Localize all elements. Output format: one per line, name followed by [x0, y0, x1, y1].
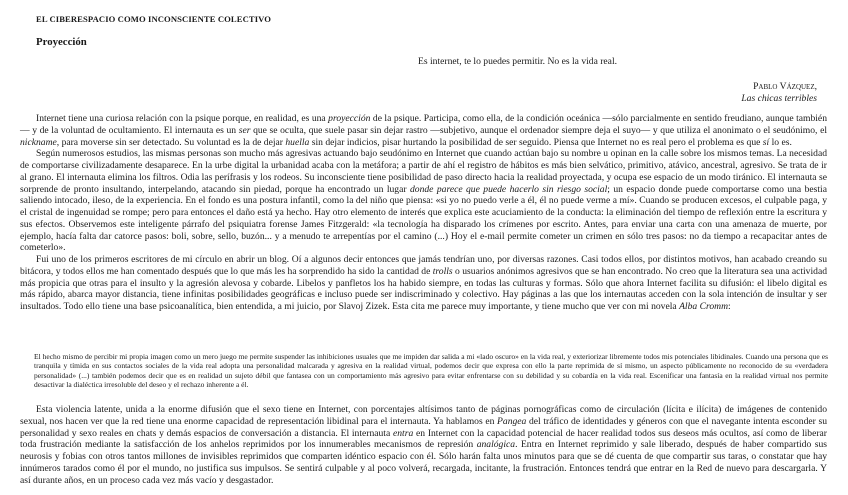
body-text-upper: [20, 113, 827, 313]
running-head: EL CIBERESPACIO COMO INCONSCIENTE COLECTIVO: [36, 14, 272, 24]
paragraph-3: Fui uno de los primeros escritores de mi círculo en abrir un blog. Oí a algunos decir entonces que jamás tendrían uno, por diversas razones. Casi todos ellos, por distintos motivos, han acabado creando su bitácora, y todos ellos me han comentado después que lo que más les ha sorprendido ha sido la cantidad de trolls o usuarios anónimos agresivos que se han encontrado. No creo que la literatura sea una actividad más propicia que otras para el insulto y la agresión alevosa y cobarde. Libelos y panfletos los ha habido siempre, en todas las culturas y formas. Sólo que ahora Internet facilita su difusión: el libelo digital es más rápido, abarca mayor distancia, tiene infinitas posibilidades geográficas e incluso puede ser indiscriminado y colectivo. Hay páginas a las que los internautas acceden con la sola intención de insultar y ser insultados. Todo ello tiene una base psicoanalítica, bien entendida, a mi juicio, por Slavoj Zizek. Esta cita me parece muy importante, y tiene mucho que ver con mi novela Alba Cromm:: [20, 254, 828, 312]
epigraph-quote: Es internet, te lo puedes permitir. No es la vida real.: [418, 56, 618, 67]
block-quote-zizek: [34, 352, 828, 390]
paragraph-1: Internet tiene una curiosa relación con la psique porque, en realidad, es una proyección de la psique. Participa, como ella, de la condición oceánica —sólo parcialmente en sentido freudiano, aunque también— y de la voluntad de ocultamiento. El internauta es un ser que se oculta, que suele pasar sin dejar rastro —subjetivo, aunque el ordenador siempre deja el suyo— y que utiliza el anonimato o el seudónimo, el nickname, para moverse sin ser detectado. Su voluntad es la de dejar huella sin dejar indicios, pisar hurtando la posibilidad de ser seguido. Piensa que Internet no es real pero el problema es que sí lo es.: [20, 113, 827, 148]
epigraph-attribution: [741, 81, 817, 105]
epigraph-work: Las chicas terribles: [741, 93, 817, 104]
section-title: Proyección: [36, 36, 87, 48]
epigraph-author: Pablo Vázquez,: [753, 81, 817, 92]
body-text-lower: [20, 404, 827, 486]
paragraph-4: Esta violencia latente, unida a la enorme difusión que el sexo tiene en Internet, con porcentajes altísimos tanto de páginas pornográficas como de circulación (lícita e ilícita) de imágenes de contenido sexual, nos hacen ver que la red tiene una enorme capacidad de representación libidinal para el internauta. Ya hablamos en Pangea del tráfico de identidades y géneros con que el navegante intenta esconder su personalidad y sexo reales en chats y demás espacios de conversación a distancia. El internauta entra en Internet con la capacidad potencial de hacer realidad todos sus deseos más ocultos, así como de liberar toda frustración mediante la satisfacción de los anhelos reprimidos por los innumerables mecanismos de represión analógica. Entra en Internet reprimido y sale liberado, después de haber compartido sus neurosis y fobias con otros tantos millones de invisibles reprimidos que comparten idéntico espacio con él. Sólo harán falta unos minutos para que se dé cuenta de que compartir sus taras, o constatar que hay innúmeros tarados como él por el mundo, no justifica sus impulsos. Se sentirá culpable y al poco volverá, recargada, incitante, la frustración. Entonces tendrá que entrar en la Red de nuevo para descargarla. Y así durante años, en un proceso cada vez más vacío y desgastador.: [20, 404, 828, 486]
paragraph-2: Según numerosos estudios, las mismas personas son mucho más agresivas actuando bajo seudónimo en Internet que cuando actúan bajo su nombre u opinan en la calle sobre los mismos temas. La necesidad de comportarse civilizadamente desaparece. En la urbe digital la urbanidad acaba con la metáfora; a partir de ahí el registro de hábitos es más bien selvático, primitivo, atávico, ancestral, agresivo. Se trata de ir al grano. El internauta elimina los filtros. Odia las perífrasis y los rodeos. Su inconsciente tiene posibilidad de paso directo hacia la realidad proyectada, y ocupa ese espacio de un modo tiránico. El internauta se sorprende de pronto insultando, interpelando, atacando sin piedad, porque ha encontrado un lugar donde parece que puede hacerlo sin riesgo social; un espacio donde puede comportarse como una bestia saliendo intocado, ileso, de la experiencia. En el fondo es una postura infantil, como la del niño que piensa: «si yo no puedo verle a él, él no puede verme a mí». Cuando se producen excesos, el culpable paga, y el cristal de ingenuidad se rompe; pero para entonces el daño está ya hecho. Hay otro elemento de interés que explica este acuciamiento de la conducta: la eliminación del tiempo de reflexión entre la escritura y sus efectos. Observemos este inteligente párrafo del psiquiatra forense James Fitzgerald: «la tecnología ha disparado los crímenes por escrito. Antes, para enviar una carta con una amenaza de muerte, por ejemplo, hacía falta dar catorce pasos: boli, sobre, sello, buzón... y a menudo te arrepentías por el camino (...) Hoy el e-mail permite cometer un crimen en sólo tres pasos: no da tiempo a recapacitar antes de cometerlo».: [20, 148, 827, 254]
block-quote-text: El hecho mismo de percibir mi propia imagen como un mero juego me permite suspender las inhibiciones usuales que me impiden dar salida a mi «lado oscuro» en la vida real, y exteriorizar libremente todos mis potenciales libidinales. Cuando una persona que es tranquila y tímida en sus contactos sociales de la vida real adopta una personalidad malcarada y agresiva en la realidad virtual, podemos decir que expresa con ello la parte reprimida de sí mismo, un aspecto públicamente no reconocido de su «verdadera personalidad» (...) también podemos decir que es en realidad un sujeto débil que fantasea con un comportamiento más agresivo para evitar enfrentarse con su debilidad y su cobardía en la vida real. Escenificar una fantasía en la realidad virtual nos permite desactivar la dialéctica irresoluble del deseo y el rechazo inherente a él.: [34, 352, 828, 390]
